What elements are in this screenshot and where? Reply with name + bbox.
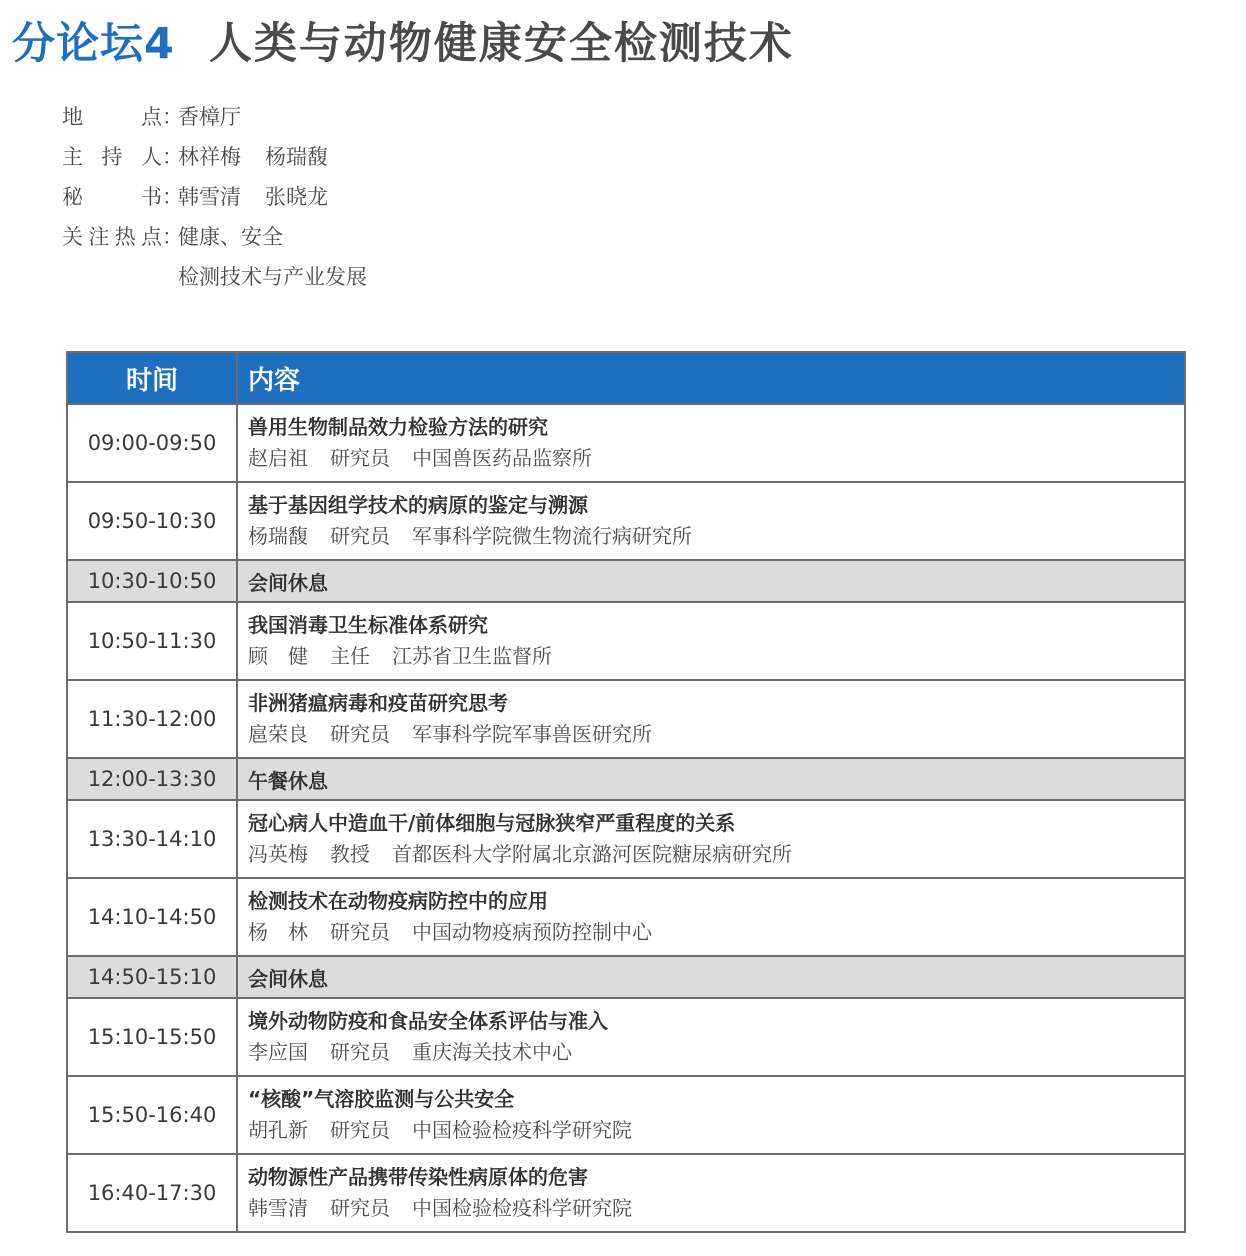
focus-topic: 检测技术与产业发展 [178, 265, 367, 289]
speaker-position: 研究员 [330, 1118, 390, 1142]
venue-label: 地 点 [62, 105, 162, 129]
break-label: 会间休息 [248, 966, 328, 991]
talk-meta [248, 916, 1184, 948]
break-row [67, 560, 1185, 602]
break-content [237, 560, 1185, 602]
session-content [237, 680, 1185, 758]
talk-title: 检测技术在动物疫病防控中的应用 [248, 889, 548, 913]
forum-label: 分论坛4 [12, 18, 175, 69]
speaker-position: 教授 [330, 842, 370, 866]
speaker-org: 军事科学院微生物流行病研究所 [412, 524, 692, 548]
speaker-position: 研究员 [330, 446, 390, 470]
speaker-org: 江苏省卫生监督所 [392, 644, 552, 668]
speaker-name: 杨瑞馥 [248, 524, 308, 548]
speaker-org: 中国兽医药品监察所 [412, 446, 592, 470]
break-content [237, 758, 1185, 800]
talk-meta [248, 520, 1184, 552]
session-content [237, 1076, 1185, 1154]
secretaries-label: 秘 书 [62, 185, 162, 209]
speaker-name: 韩雪清 [248, 1196, 308, 1220]
speaker-position: 主任 [330, 644, 370, 668]
session-time: 10:50-11:30 [67, 602, 237, 680]
talk-title: 境外动物防疫和食品安全体系评估与准入 [248, 1009, 608, 1033]
venue-row [62, 96, 367, 136]
secretaries-colon: ： [162, 185, 183, 209]
venue-colon: ： [162, 105, 183, 129]
session-content [237, 800, 1185, 878]
session-content [237, 1154, 1185, 1232]
table-row [67, 998, 1185, 1076]
break-row [67, 956, 1185, 998]
header-time: 时间 [67, 352, 237, 404]
schedule-table [66, 351, 1186, 1233]
talk-meta [248, 442, 1184, 474]
forum-info [62, 96, 367, 296]
talk-title: 非洲猪瘟病毒和疫苗研究思考 [248, 691, 508, 715]
speaker-name: 胡孔新 [248, 1118, 308, 1142]
speaker-position: 研究员 [330, 1040, 390, 1064]
table-row [67, 1076, 1185, 1154]
talk-title: 我国消毒卫生标准体系研究 [248, 613, 488, 637]
session-time: 09:00-09:50 [67, 404, 237, 482]
hosts-label: 主 持 人 [62, 145, 162, 169]
break-row [67, 758, 1185, 800]
table-row [67, 482, 1185, 560]
talk-title: “核酸”气溶胶监测与公共安全 [248, 1087, 515, 1111]
speaker-name: 赵启祖 [248, 446, 308, 470]
session-time: 12:00-13:30 [67, 758, 237, 800]
session-time: 14:50-15:10 [67, 956, 237, 998]
break-content [237, 956, 1185, 998]
hosts-row [62, 136, 367, 176]
talk-meta [248, 1114, 1184, 1146]
venue-value: 香樟厅 [178, 105, 241, 129]
talk-title: 兽用生物制品效力检验方法的研究 [248, 415, 548, 439]
focus-label: 关注热点 [62, 225, 162, 249]
speaker-position: 研究员 [330, 920, 390, 944]
table-row [67, 878, 1185, 956]
session-content [237, 482, 1185, 560]
talk-title: 动物源性产品携带传染性病原体的危害 [248, 1165, 588, 1189]
host-name: 林祥梅 [178, 145, 241, 169]
session-time: 14:10-14:50 [67, 878, 237, 956]
session-time: 13:30-14:10 [67, 800, 237, 878]
talk-meta [248, 1192, 1184, 1224]
speaker-org: 中国检验检疫科学研究院 [412, 1196, 632, 1220]
table-row [67, 602, 1185, 680]
secretary-name: 韩雪清 [178, 185, 241, 209]
speaker-org: 中国检验检疫科学研究院 [412, 1118, 632, 1142]
table-row [67, 404, 1185, 482]
focus-row-continued [62, 256, 367, 296]
speaker-name: 扈荣良 [248, 722, 308, 746]
table-row [67, 800, 1185, 878]
talk-meta [248, 718, 1184, 750]
session-time: 10:30-10:50 [67, 560, 237, 602]
session-content [237, 602, 1185, 680]
speaker-org: 重庆海关技术中心 [412, 1040, 572, 1064]
speaker-name: 杨 林 [248, 920, 308, 944]
speaker-name: 李应国 [248, 1040, 308, 1064]
break-label: 会间休息 [248, 570, 328, 595]
speaker-name: 冯英梅 [248, 842, 308, 866]
session-content [237, 878, 1185, 956]
schedule-header-row [67, 352, 1185, 404]
focus-colon: ： [162, 225, 183, 249]
speaker-org: 军事科学院军事兽医研究所 [412, 722, 652, 746]
speaker-name: 顾 健 [248, 644, 308, 668]
secretaries-row [62, 176, 367, 216]
page-title [12, 8, 794, 72]
speaker-org: 首都医科大学附属北京潞河医院糖尿病研究所 [392, 842, 792, 866]
session-content [237, 998, 1185, 1076]
focus-topic: 健康、安全 [178, 225, 283, 249]
table-row [67, 1154, 1185, 1232]
speaker-position: 研究员 [330, 722, 390, 746]
secretary-name: 张晓龙 [265, 185, 328, 209]
focus-row [62, 216, 367, 256]
talk-title: 基于基因组学技术的病原的鉴定与溯源 [248, 493, 588, 517]
speaker-org: 中国动物疫病预防控制中心 [412, 920, 652, 944]
talk-meta [248, 838, 1184, 870]
forum-topic: 人类与动物健康安全检测技术 [208, 18, 794, 69]
header-content: 内容 [237, 352, 1185, 404]
talk-title: 冠心病人中造血干/前体细胞与冠脉狭窄严重程度的关系 [248, 811, 736, 835]
speaker-position: 研究员 [330, 524, 390, 548]
speaker-position: 研究员 [330, 1196, 390, 1220]
session-content [237, 404, 1185, 482]
session-time: 16:40-17:30 [67, 1154, 237, 1232]
hosts-colon: ： [162, 145, 183, 169]
table-row [67, 680, 1185, 758]
session-time: 15:10-15:50 [67, 998, 237, 1076]
session-time: 09:50-10:30 [67, 482, 237, 560]
break-label: 午餐休息 [248, 768, 328, 793]
talk-meta [248, 1036, 1184, 1068]
talk-meta [248, 640, 1184, 672]
host-name: 杨瑞馥 [265, 145, 328, 169]
session-time: 11:30-12:00 [67, 680, 237, 758]
session-time: 15:50-16:40 [67, 1076, 237, 1154]
